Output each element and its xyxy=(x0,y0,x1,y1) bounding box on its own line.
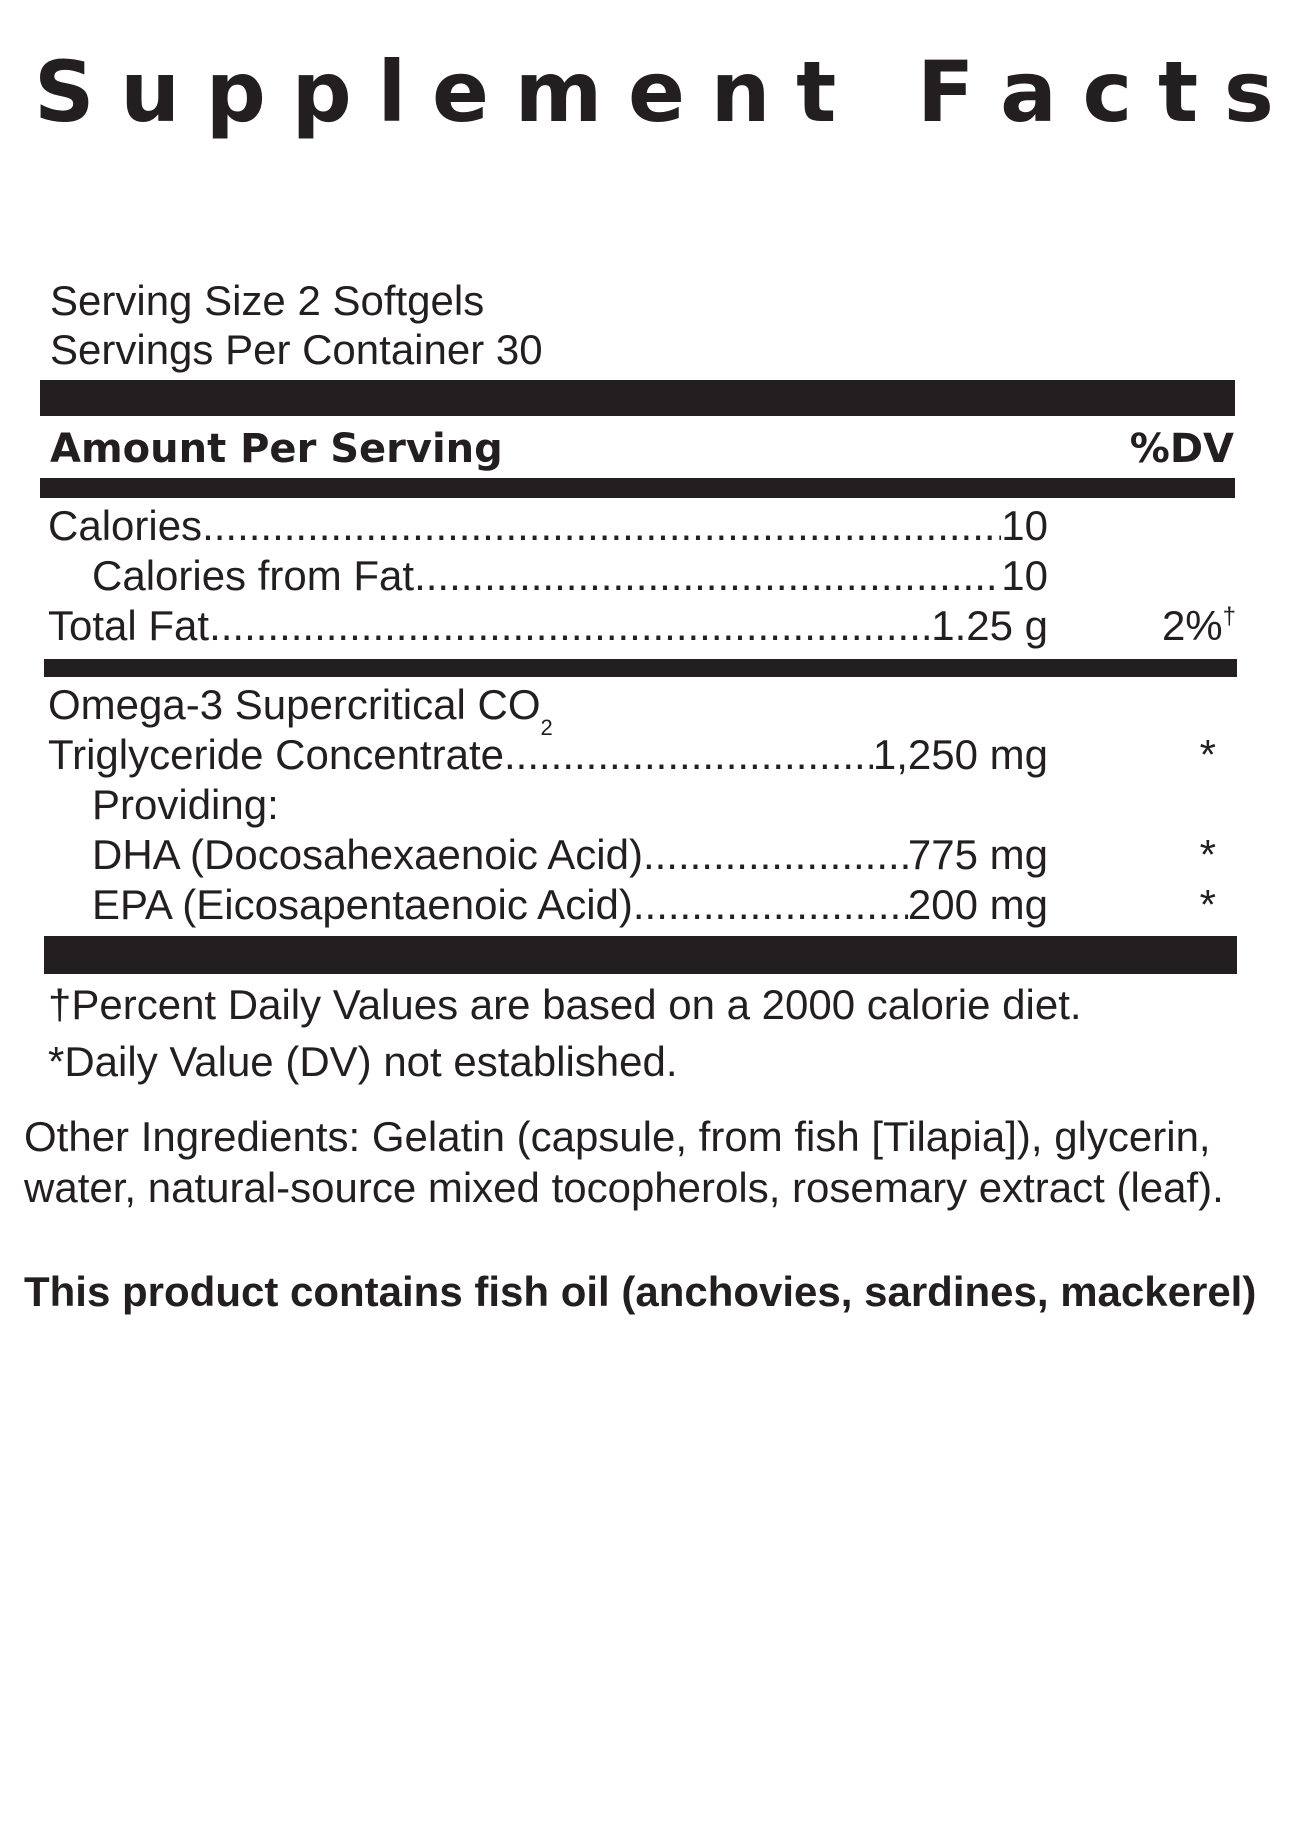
title-space xyxy=(862,42,891,142)
allergen-statement: This product contains fish oil (anchovies, sardines, mackerel) xyxy=(24,1268,1257,1315)
dagger-mark: † xyxy=(1222,603,1236,630)
leader-dots xyxy=(633,880,908,930)
omega-title: Omega-3 Supercritical CO xyxy=(48,681,541,728)
title-letter: a xyxy=(1000,43,1057,141)
total-fat-amount: 1.25 g xyxy=(931,602,1048,649)
epa-dv: * xyxy=(1199,881,1216,928)
title-letter: e xyxy=(431,43,489,141)
title-letter: F xyxy=(917,43,975,141)
page-title xyxy=(34,42,1274,142)
title-letter: s xyxy=(1223,43,1274,141)
omega-amount: 1,250 mg xyxy=(872,731,1048,778)
omega-dv: * xyxy=(1199,731,1216,778)
total-fat-row xyxy=(48,601,1048,651)
title-letter: c xyxy=(1082,43,1133,141)
leader-dots xyxy=(414,551,1001,601)
title-letter: p xyxy=(205,43,266,141)
omega-row xyxy=(48,730,1048,780)
calories-label: Calories xyxy=(48,502,203,549)
amount-per-serving-header: Amount Per Serving xyxy=(50,426,503,472)
servings-per-container: Servings Per Container 30 xyxy=(50,326,543,373)
title-letter: S xyxy=(34,43,95,141)
leader-dots xyxy=(504,730,873,780)
middle-rule xyxy=(44,659,1237,677)
title-letter: p xyxy=(291,43,352,141)
calories-from-fat-label: Calories from Fat xyxy=(92,552,415,599)
calories-row xyxy=(48,501,1048,551)
not-established-footnote: *Daily Value (DV) not established. xyxy=(48,1038,678,1085)
dha-amount: 775 mg xyxy=(907,831,1048,878)
title-letter: l xyxy=(377,43,407,141)
dv-header: %DV xyxy=(1129,426,1234,472)
calories-from-fat-amount: 10 xyxy=(1001,552,1048,599)
total-fat-dv-value: 2% xyxy=(1161,602,1223,649)
leader-dots xyxy=(202,501,1001,551)
dha-dv: * xyxy=(1199,831,1216,878)
dv-footnote: †Percent Daily Values are based on a 2000 calorie diet. xyxy=(48,981,1082,1028)
total-fat-dv xyxy=(1162,601,1236,651)
title-letter: e xyxy=(627,43,685,141)
serving-size: Serving Size 2 Softgels xyxy=(50,277,485,324)
title-letter: m xyxy=(514,43,603,141)
other-ingredients-line2: water, natural-source mixed tocopherols, rosemary extract (leaf). xyxy=(24,1164,1224,1211)
other-ingredients-line1: Other Ingredients: Gelatin (capsule, from fish [Tilapia]), glycerin, xyxy=(24,1113,1211,1160)
omega-title-line xyxy=(48,680,553,740)
calories-amount: 10 xyxy=(1001,502,1048,549)
total-fat-label: Total Fat xyxy=(48,602,210,649)
bottom-thick-rule xyxy=(44,936,1237,974)
providing-label: Providing: xyxy=(92,781,279,828)
leader-dots xyxy=(209,601,931,651)
co2-subscript: 2 xyxy=(540,715,553,740)
top-thick-rule xyxy=(40,380,1235,416)
calories-from-fat-row xyxy=(92,551,1048,601)
dha-row xyxy=(92,830,1048,880)
dha-label: DHA (Docosahexaenoic Acid) xyxy=(92,831,643,878)
title-letter: u xyxy=(120,43,181,141)
title-letter: t xyxy=(1158,43,1199,141)
epa-label: EPA (Eicosapentaenoic Acid) xyxy=(92,881,633,928)
epa-amount: 200 mg xyxy=(907,881,1048,928)
leader-dots xyxy=(643,830,908,880)
epa-row xyxy=(92,880,1048,930)
omega-label: Triglyceride Concentrate xyxy=(48,731,504,778)
header-rule xyxy=(40,478,1235,498)
title-letter: t xyxy=(796,43,837,141)
title-letter: n xyxy=(710,43,771,141)
